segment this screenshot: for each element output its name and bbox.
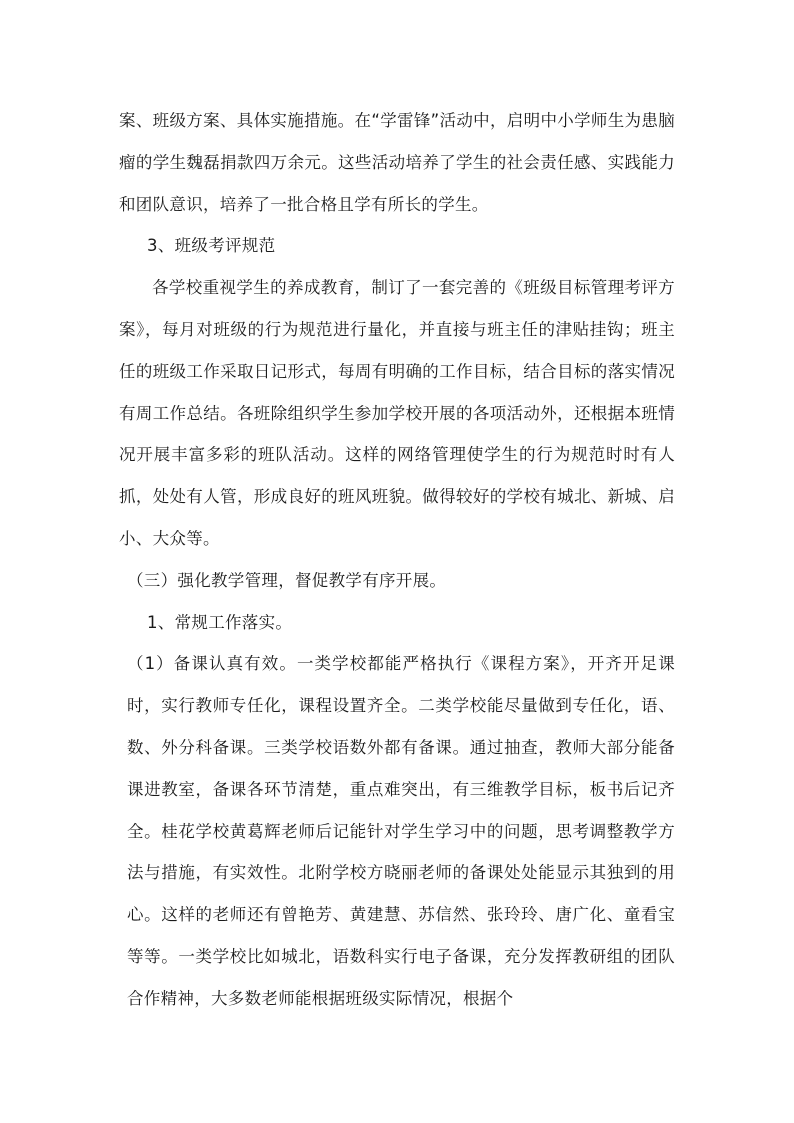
- paragraph-lesson-preparation: （1）备课认真有效。一类学校都能严格执行《课程方案》，开齐开足课时，实行教师专任化，课程设置齐全。二类学校能尽量做到专任化，语、数、外分科备课。三类学校语数外都有备课。通过抽查，教师大部分能备课进教室，备课各环节清楚，重点难突出，有三维教学目标，板书后记齐全。桂花学校黄葛辉老师后记能针对学生学习中的问题，思考调整教学方法与措施，有实效性。北附学校方晓丽老师的备课处处能显示其独到的用心。这样的老师还有曾艳芳、黄建慧、苏信然、张玲玲、唐广化、童看宝等等。一类学校比如城北，语数科实行电子备课，充分发挥教研组的团队合作精神，大多数老师能根据班级实际情况，根据个: [127, 654, 675, 1008]
- subheading-routine-work: 1、常规工作落实。: [147, 612, 293, 632]
- paragraph-continued: 案、班级方案、具体实施措施。在“学雷锋”活动中，启明中小学师生为患脑瘤的学生魏磊捐款四万余元。这些活动培养了学生的社会责任感、实践能力和团队意识，培养了一批合格且学有所长的学生。: [119, 111, 675, 214]
- subheading-class-evaluation: 3、班级考评规范: [147, 236, 276, 256]
- paragraph-class-evaluation: 各学校重视学生的养成教育，制订了一套完善的《班级目标管理考评方案》，每月对班级的行为规范进行量化，并直接与班主任的津贴挂钩；班主任的班级工作采取日记形式，每周有明确的工作目标，结合目标的落实情况有周工作总结。各班除组织学生参加学校开展的各项活动外，还根据本班情况开展丰富多彩的班队活动。这样的网络管理使学生的行为规范时时有人抓，处处有人管，形成良好的班风班貌。做得较好的学校有城北、新城、启小、大众等。: [119, 278, 675, 548]
- document-body: [119, 100, 675, 1020]
- section-heading-teaching-management: （三）强化教学管理，督促教学有序开展。: [127, 570, 447, 590]
